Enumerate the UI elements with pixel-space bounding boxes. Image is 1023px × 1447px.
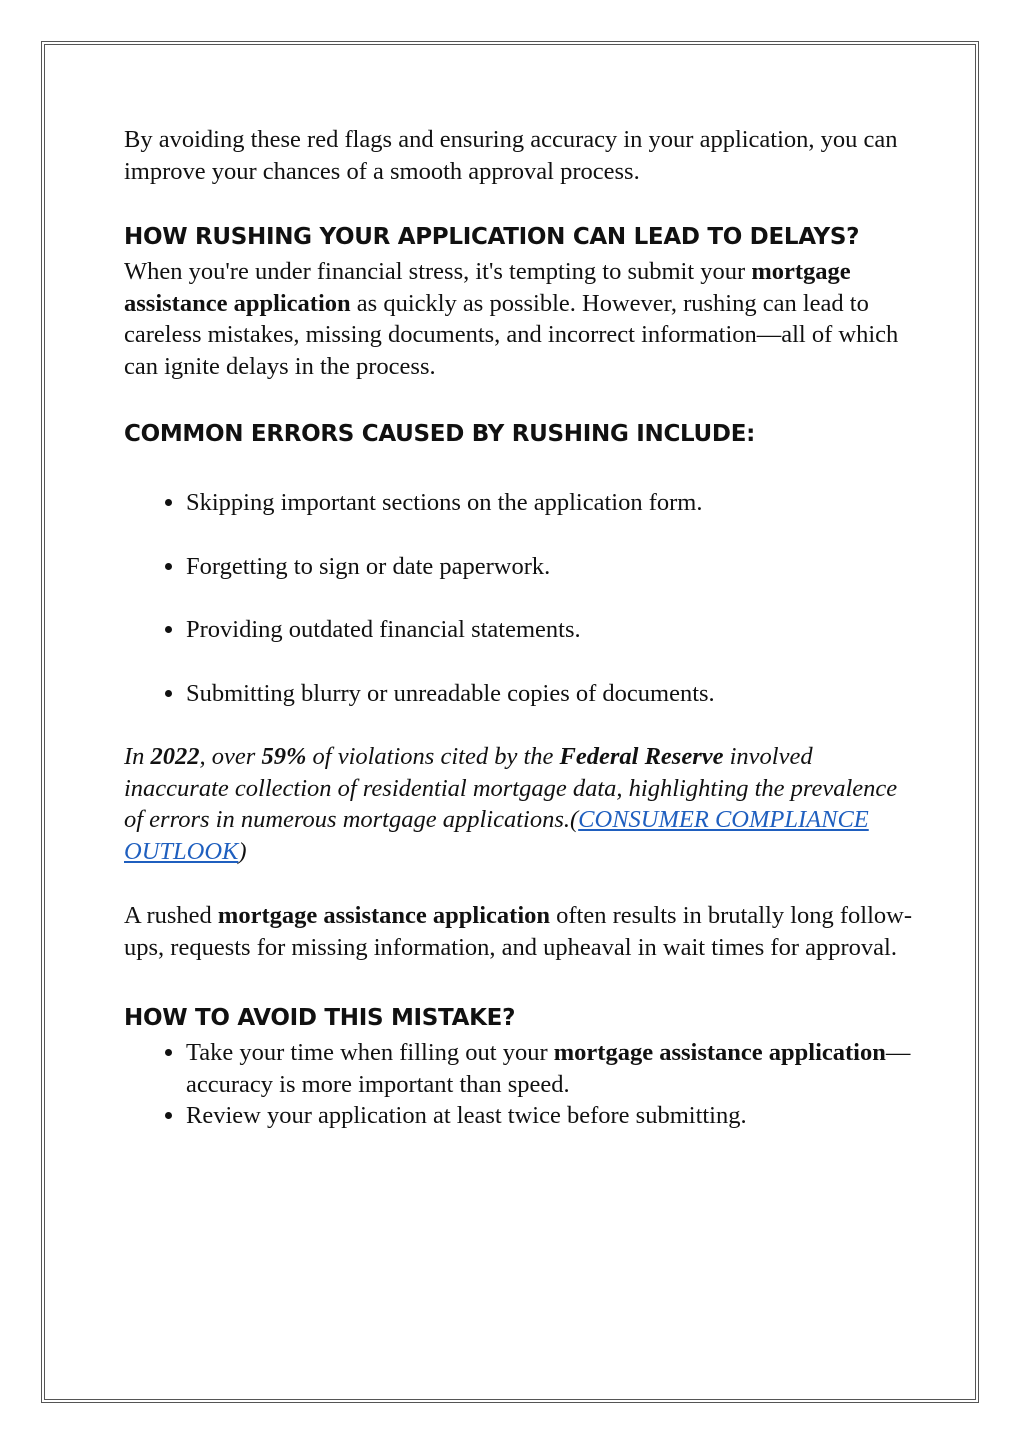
stat-text: In <box>124 743 151 770</box>
intro-paragraph: By avoiding these red flags and ensuring accuracy in your application, you can improve your chances of a smooth approval process. <box>124 126 898 185</box>
list-item: • Forgetting to sign or date paperwork. <box>186 551 914 583</box>
source-link[interactable]: CONSUMER COMPLIANCE OUTLOOK <box>124 806 869 865</box>
stat-agency: Federal Reserve <box>559 743 724 770</box>
stat-text: of violations cited by the <box>306 743 560 770</box>
stat-text: involved inaccurate collection of residential mortgage data, highlighting the prevalence of errors in numerous mortgage applications.( <box>124 743 898 833</box>
rushing-text-end: as quickly as possible. However, rushing can lead to careless mistakes, missing documents, and incorrect information—all of which can ignite delays in the process. <box>124 289 899 380</box>
list-item <box>186 1037 914 1100</box>
avoid-keyword: mortgage assistance application <box>553 1039 886 1066</box>
list-item: • Providing outdated financial statements. <box>186 614 914 646</box>
rushing-text-start: When you're under financial stress, it's tempting to submit your <box>124 258 752 285</box>
list-item: • Submitting blurry or unreadable copies of documents. <box>186 678 914 710</box>
avoid-text-end: —accuracy is more important than speed. <box>186 1039 911 1098</box>
stat-text: ) <box>238 837 247 865</box>
avoid-list <box>124 1037 914 1132</box>
rushing-keyword: mortgage assistance application <box>124 258 851 317</box>
stat-year: 2022 <box>150 743 200 770</box>
avoid-text-start: Take your time when filling out your <box>186 1039 554 1066</box>
rushing-paragraph <box>124 256 914 382</box>
heading-common-errors: COMMON ERRORS CAUSED BY RUSHING INCLUDE: <box>124 421 756 447</box>
heading-avoid-mistake: HOW TO AVOID THIS MISTAKE? <box>124 1005 516 1031</box>
stat-percent: 59% <box>261 743 307 770</box>
stat-text: , over <box>199 743 262 770</box>
rushed-text-start: A rushed <box>124 902 218 929</box>
statistic-paragraph <box>124 741 914 867</box>
rushed-keyword: mortgage assistance application <box>217 902 551 929</box>
list-item: • Review your application at least twice before submitting. <box>186 1100 914 1132</box>
rushed-paragraph <box>124 900 914 963</box>
common-errors-list <box>124 487 914 709</box>
rushed-text-end: often results in brutally long follow-ups, requests for missing information, and upheaval in wait times for approval. <box>124 902 913 961</box>
document-body <box>124 124 914 1132</box>
list-item: • Skipping important sections on the application form. <box>186 487 914 519</box>
heading-rushing-delays: HOW RUSHING YOUR APPLICATION CAN LEAD TO DELAYS? <box>124 224 860 250</box>
